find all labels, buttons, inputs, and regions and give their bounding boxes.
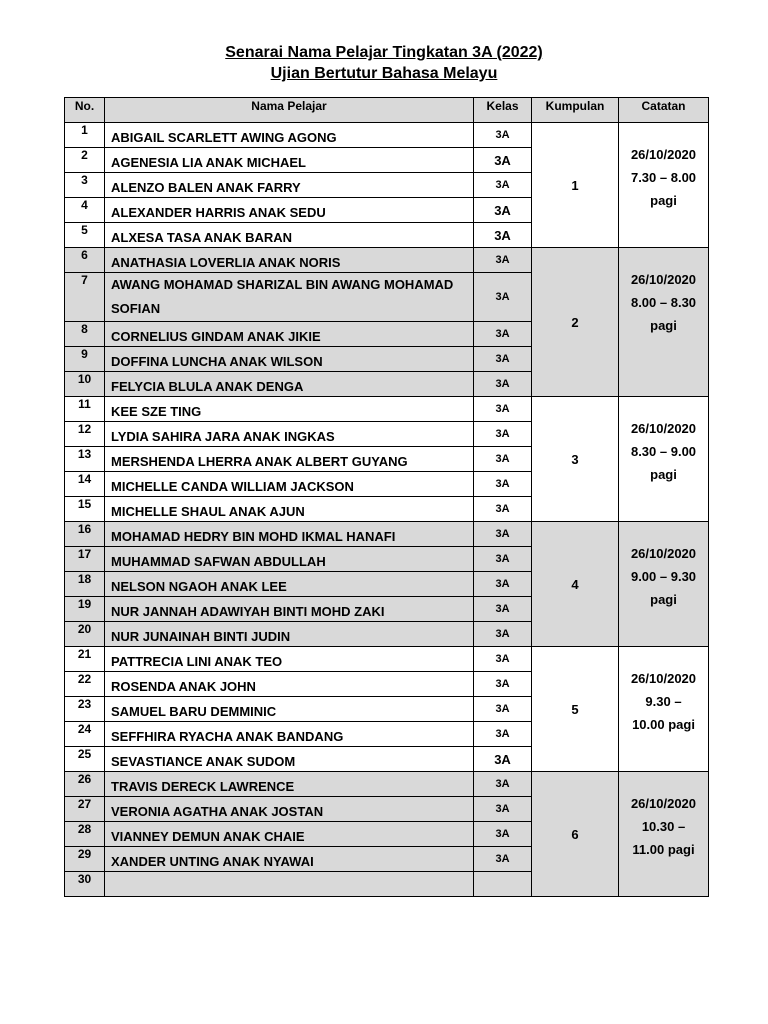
student-class: 3A — [474, 273, 532, 322]
row-number: 8 — [65, 322, 105, 347]
student-class: 3A — [474, 847, 532, 872]
row-number: 25 — [65, 747, 105, 772]
group-number: 4 — [532, 522, 619, 647]
table-body — [65, 123, 709, 897]
row-number: 19 — [65, 597, 105, 622]
schedule-line: pagi — [650, 467, 677, 482]
header-nama-pelajar: Nama Pelajar — [105, 98, 474, 123]
student-name: ALENZO BALEN ANAK FARRY — [105, 173, 474, 198]
row-number: 15 — [65, 497, 105, 522]
student-class: 3A — [474, 198, 532, 223]
schedule-line: 10.30 – — [641, 819, 686, 834]
student-name: KEE SZE TING — [105, 397, 474, 422]
student-class: 3A — [474, 372, 532, 397]
schedule-line: 26/10/2020 — [630, 147, 697, 162]
header-no: No. — [65, 98, 105, 123]
student-class: 3A — [474, 697, 532, 722]
group-number: 3 — [532, 397, 619, 522]
row-number: 28 — [65, 822, 105, 847]
header-kumpulan: Kumpulan — [532, 98, 619, 123]
table-row — [65, 397, 709, 422]
student-name: ANATHASIA LOVERLIA ANAK NORIS — [105, 248, 474, 273]
student-class: 3A — [474, 672, 532, 697]
table-row — [65, 522, 709, 547]
row-number: 6 — [65, 248, 105, 273]
row-number: 27 — [65, 797, 105, 822]
student-class: 3A — [474, 747, 532, 772]
group-number: 2 — [532, 248, 619, 397]
group-schedule — [619, 397, 709, 522]
row-number: 16 — [65, 522, 105, 547]
student-name: CORNELIUS GINDAM ANAK JIKIE — [105, 322, 474, 347]
student-class: 3A — [474, 322, 532, 347]
student-class: 3A — [474, 472, 532, 497]
row-number: 7 — [65, 273, 105, 322]
row-number: 26 — [65, 772, 105, 797]
row-number: 23 — [65, 697, 105, 722]
schedule-line: 10.00 pagi — [632, 717, 695, 732]
row-number: 11 — [65, 397, 105, 422]
row-number: 30 — [65, 872, 105, 897]
row-number: 9 — [65, 347, 105, 372]
table-row — [65, 248, 709, 273]
student-name: ALEXANDER HARRIS ANAK SEDU — [105, 198, 474, 223]
student-name: NELSON NGAOH ANAK LEE — [105, 572, 474, 597]
student-name: NUR JANNAH ADAWIYAH BINTI MOHD ZAKI — [105, 597, 474, 622]
row-number: 1 — [65, 123, 105, 148]
student-name: DOFFINA LUNCHA ANAK WILSON — [105, 347, 474, 372]
student-class: 3A — [474, 822, 532, 847]
schedule-line: 8.30 – 9.00 — [630, 444, 697, 459]
student-class: 3A — [474, 497, 532, 522]
student-name: MICHELLE CANDA WILLIAM JACKSON — [105, 472, 474, 497]
student-name: VERONIA AGATHA ANAK JOSTAN — [105, 797, 474, 822]
table-row — [65, 647, 709, 672]
schedule-line: 26/10/2020 — [630, 671, 697, 686]
row-number: 14 — [65, 472, 105, 497]
student-class: 3A — [474, 597, 532, 622]
row-number: 18 — [65, 572, 105, 597]
student-name: XANDER UNTING ANAK NYAWAI — [105, 847, 474, 872]
student-name: SEFFHIRA RYACHA ANAK BANDANG — [105, 722, 474, 747]
schedule-line: 9.00 – 9.30 — [630, 569, 697, 584]
student-class: 3A — [474, 248, 532, 273]
document-subtitle: Ujian Bertutur Bahasa Melayu — [270, 65, 498, 82]
student-name: FELYCIA BLULA ANAK DENGA — [105, 372, 474, 397]
row-number: 29 — [65, 847, 105, 872]
table-header-row — [65, 98, 709, 123]
student-class: 3A — [474, 223, 532, 248]
student-name: ROSENDA ANAK JOHN — [105, 672, 474, 697]
row-number: 2 — [65, 148, 105, 173]
group-number: 1 — [532, 123, 619, 248]
student-class: 3A — [474, 797, 532, 822]
group-number: 6 — [532, 772, 619, 897]
group-schedule — [619, 522, 709, 647]
student-name: PATTRECIA LINI ANAK TEO — [105, 647, 474, 672]
student-list-table — [64, 97, 709, 897]
row-number: 24 — [65, 722, 105, 747]
schedule-line: 26/10/2020 — [630, 546, 697, 561]
student-class: 3A — [474, 148, 532, 173]
row-number: 5 — [65, 223, 105, 248]
group-number: 5 — [532, 647, 619, 772]
student-class — [474, 872, 532, 897]
schedule-line: 26/10/2020 — [630, 272, 697, 287]
student-name: ALXESA TASA ANAK BARAN — [105, 223, 474, 248]
row-number: 20 — [65, 622, 105, 647]
row-number: 4 — [65, 198, 105, 223]
student-name: TRAVIS DERECK LAWRENCE — [105, 772, 474, 797]
student-class: 3A — [474, 347, 532, 372]
student-class: 3A — [474, 547, 532, 572]
student-name: AGENESIA LIA ANAK MICHAEL — [105, 148, 474, 173]
header-kelas: Kelas — [474, 98, 532, 123]
student-name: NUR JUNAINAH BINTI JUDIN — [105, 622, 474, 647]
student-name: MOHAMAD HEDRY BIN MOHD IKMAL HANAFI — [105, 522, 474, 547]
student-class: 3A — [474, 422, 532, 447]
student-name: SAMUEL BARU DEMMINIC — [105, 697, 474, 722]
student-class: 3A — [474, 722, 532, 747]
row-number: 17 — [65, 547, 105, 572]
row-number: 22 — [65, 672, 105, 697]
student-name — [105, 872, 474, 897]
group-schedule — [619, 772, 709, 897]
row-number: 21 — [65, 647, 105, 672]
row-number: 3 — [65, 173, 105, 198]
student-class: 3A — [474, 173, 532, 198]
schedule-line: 26/10/2020 — [630, 796, 697, 811]
student-class: 3A — [474, 447, 532, 472]
student-name: VIANNEY DEMUN ANAK CHAIE — [105, 822, 474, 847]
student-name: ABIGAIL SCARLETT AWING AGONG — [105, 123, 474, 148]
student-class: 3A — [474, 123, 532, 148]
row-number: 12 — [65, 422, 105, 447]
schedule-line: 11.00 pagi — [632, 842, 695, 857]
student-name: LYDIA SAHIRA JARA ANAK INGKAS — [105, 422, 474, 447]
group-schedule — [619, 647, 709, 772]
student-class: 3A — [474, 397, 532, 422]
table-row — [65, 123, 709, 148]
student-class: 3A — [474, 522, 532, 547]
student-class: 3A — [474, 647, 532, 672]
student-class: 3A — [474, 572, 532, 597]
schedule-line: 26/10/2020 — [630, 421, 697, 436]
student-class: 3A — [474, 622, 532, 647]
group-schedule — [619, 123, 709, 248]
schedule-line: pagi — [650, 193, 677, 208]
student-name: SEVASTIANCE ANAK SUDOM — [105, 747, 474, 772]
student-name: AWANG MOHAMAD SHARIZAL BIN AWANG MOHAMAD SOFIAN — [105, 273, 474, 322]
row-number: 13 — [65, 447, 105, 472]
schedule-line: pagi — [650, 592, 677, 607]
student-name: MERSHENDA LHERRA ANAK ALBERT GUYANG — [105, 447, 474, 472]
schedule-line: pagi — [650, 318, 677, 333]
header-catatan: Catatan — [619, 98, 709, 123]
student-class: 3A — [474, 772, 532, 797]
schedule-line: 8.00 – 8.30 — [630, 295, 697, 310]
student-name: MICHELLE SHAUL ANAK AJUN — [105, 497, 474, 522]
table-row — [65, 772, 709, 797]
row-number: 10 — [65, 372, 105, 397]
group-schedule — [619, 248, 709, 397]
student-name: MUHAMMAD SAFWAN ABDULLAH — [105, 547, 474, 572]
schedule-line: 7.30 – 8.00 — [630, 170, 697, 185]
schedule-line: 9.30 – — [645, 694, 682, 709]
document-title: Senarai Nama Pelajar Tingkatan 3A (2022) — [225, 44, 543, 61]
